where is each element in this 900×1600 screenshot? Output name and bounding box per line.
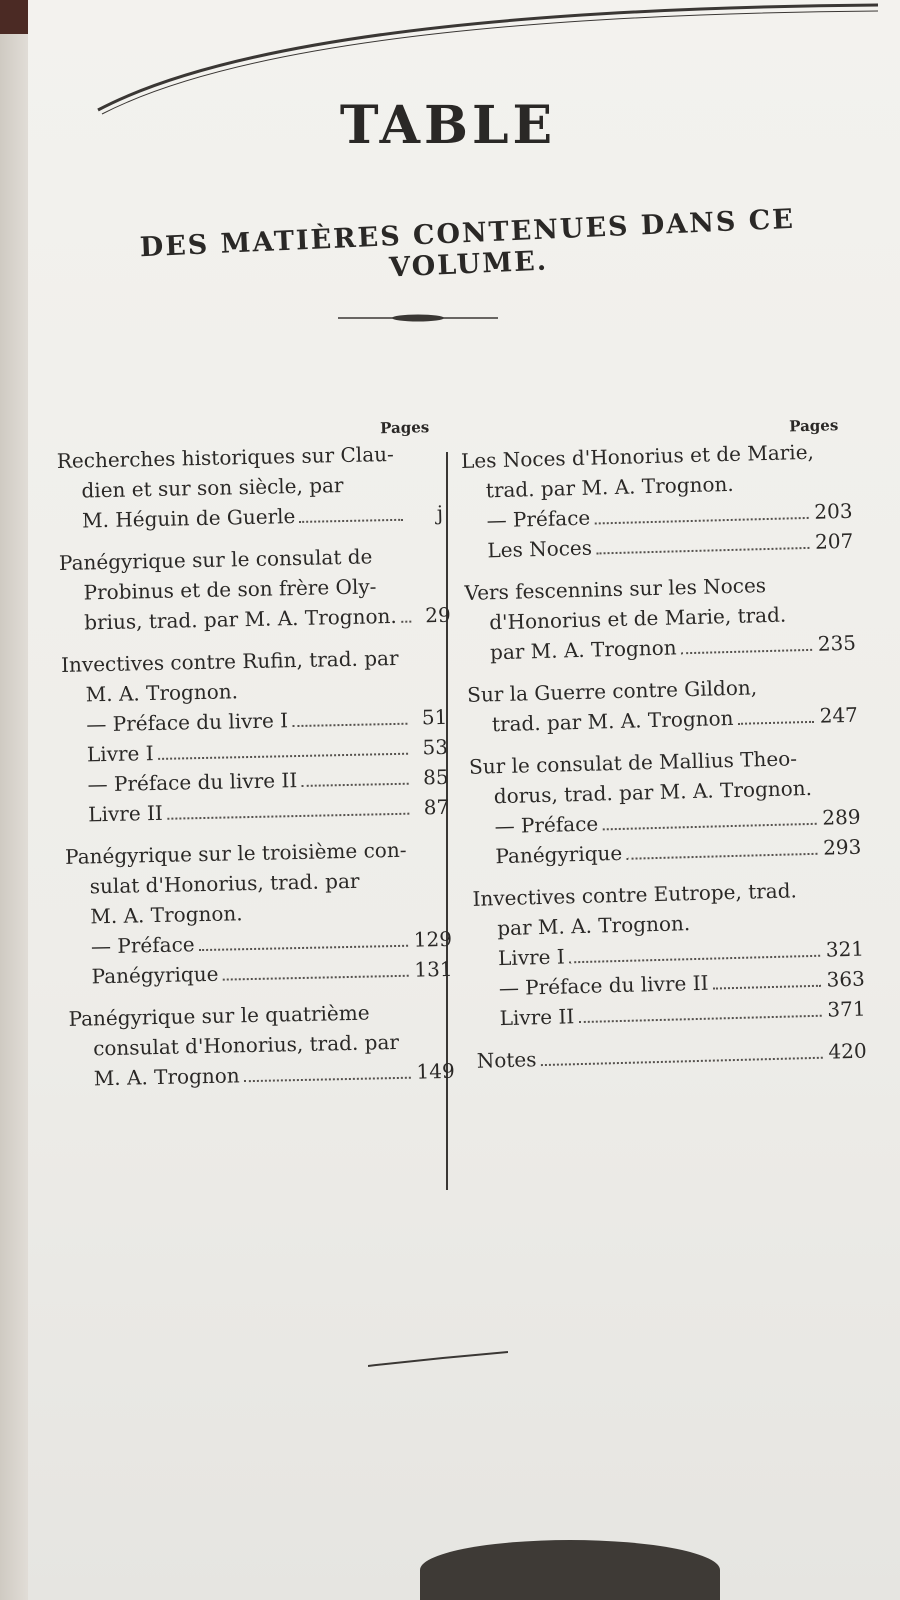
page-number: 293: [822, 834, 862, 860]
page-number: 289: [822, 804, 861, 830]
toc-entry-text: Panégyrique sur le consulat de: [58, 544, 373, 575]
toc-entry-text: dien et sur son siècle, par: [81, 472, 344, 503]
page-number: 247: [819, 702, 859, 728]
toc-entry: [57, 438, 444, 536]
toc-subentry-label: — Préface: [486, 505, 591, 533]
toc-entry: [68, 996, 455, 1094]
book-edge: [0, 0, 30, 1600]
toc-subentry-label: Panégyrique: [91, 961, 219, 989]
page-number: 53: [422, 734, 449, 760]
page-subtitle: DES MATIÈRES CONTENUES DANS CE VOLUME.: [139, 203, 796, 284]
page-shadow: [420, 1540, 720, 1600]
page-number: j: [436, 500, 444, 526]
toc-entry: [65, 834, 453, 992]
page-number: 321: [825, 936, 865, 962]
toc-entry-text: Probinus et de son frère Oly-: [83, 574, 377, 605]
toc-entry-text: trad. par M. A. Trognon.: [485, 471, 735, 503]
dot-leader: [299, 519, 403, 523]
toc-entry-text: Vers fescennins sur les Noces: [464, 573, 767, 605]
toc-subentry-label: Livre II: [499, 1004, 575, 1031]
toc-entry-text: dorus, trad. par M. A. Trognon.: [493, 775, 813, 809]
toc-entry-text: Les Noces d'Honorius et de Marie,: [460, 439, 815, 473]
toc-right-column: [460, 410, 867, 1088]
toc-entry: [469, 742, 862, 872]
page-number: 207: [814, 528, 854, 554]
toc-entry-text: par M. A. Trognon.: [497, 911, 691, 941]
toc-subentry-label: Les Noces: [487, 535, 593, 563]
page-number: 85: [422, 764, 449, 790]
dot-leader: [167, 813, 409, 820]
toc-entry-text: Recherches historiques sur Clau-: [56, 441, 394, 473]
dot-leader: [199, 945, 408, 951]
toc-subentry-label: — Préface: [90, 932, 195, 959]
toc-entry-text: consulat d'Honorius, trad. par: [92, 1029, 400, 1061]
dot-leader: [713, 985, 821, 990]
dot-leader: [578, 1015, 821, 1023]
toc-left-column: [56, 412, 455, 1106]
toc-entry-text: Panégyrique sur le quatrième: [68, 1000, 370, 1031]
dot-leader: [569, 955, 820, 964]
dot-leader: [158, 753, 408, 760]
page-number: 363: [826, 966, 866, 992]
dot-leader: [594, 517, 808, 525]
dot-leader: [541, 1057, 823, 1066]
toc-entry: [476, 1036, 867, 1076]
toc-subentry-label: — Préface du livre II: [498, 970, 709, 1001]
toc-entry-text: M. A. Trognon.: [90, 901, 243, 929]
toc-entry: [467, 670, 858, 740]
toc-entry-text: M. A. Trognon: [93, 1063, 240, 1091]
toc-entry: [464, 568, 856, 668]
toc-entry-text: Notes: [476, 1047, 537, 1073]
page-number: 235: [817, 630, 857, 656]
dot-leader: [244, 1077, 411, 1082]
toc-entry-text: d'Honorius et de Marie, trad.: [488, 602, 787, 635]
toc-subentry-label: Livre I: [86, 741, 154, 767]
toc-subentry-label: Panégyrique: [495, 840, 623, 869]
toc-subentry-label: Livre II: [88, 800, 164, 827]
dot-leader: [223, 975, 409, 981]
page-number: 87: [423, 794, 450, 820]
toc-entry: [472, 874, 866, 1034]
ornament-divider: [338, 310, 498, 326]
page-title: TABLE: [339, 95, 557, 156]
dot-leader: [596, 547, 809, 555]
page-number: 51: [421, 704, 448, 730]
toc-entry: [461, 436, 854, 566]
toc-entry: [61, 642, 450, 830]
page-number: 203: [814, 498, 853, 524]
toc-entry-text: sulat d'Honorius, trad. par: [89, 868, 360, 899]
toc-entry: [58, 540, 451, 638]
toc-entry-text: Panégyrique sur le troisième con-: [64, 837, 407, 869]
page-number: 371: [827, 996, 866, 1022]
toc-entry-text: M. A. Trognon.: [85, 679, 239, 707]
dot-leader: [681, 649, 812, 654]
toc-entry-text: par M. A. Trognon: [489, 635, 677, 665]
toc-entry-text: M. Héguin de Guerle: [81, 504, 296, 533]
page-number: 131: [414, 956, 453, 982]
toc-subentry-label: — Préface du livre I: [86, 708, 289, 737]
dot-leader: [292, 723, 407, 727]
dot-leader: [401, 621, 411, 623]
toc-entry-text: Sur la Guerre contre Gildon,: [466, 675, 758, 707]
toc-subentry-label: — Préface du livre II: [87, 768, 298, 797]
toc-subentry-label: Livre I: [497, 944, 566, 971]
page-number: 129: [413, 926, 453, 952]
dot-leader: [738, 721, 814, 725]
page-number: 420: [828, 1038, 867, 1064]
toc-entry-text: trad. par M. A. Trognon: [491, 705, 734, 737]
pages-label-left: Pages: [379, 418, 430, 438]
dot-leader: [301, 783, 408, 787]
page-number: 29: [425, 602, 451, 628]
toc-subentry-label: — Préface: [494, 811, 599, 839]
pages-label-right: Pages: [788, 416, 839, 436]
dot-leader: [602, 823, 816, 831]
toc-entry-text: Invectives contre Eutrope, trad.: [472, 878, 798, 911]
toc-entry-text: brius, trad. par M. A. Trognon.: [83, 603, 397, 635]
toc-entry-text: Sur le consulat de Mallius Theo-: [468, 746, 798, 779]
book-page: [28, 0, 900, 1600]
dot-leader: [626, 853, 817, 860]
toc-entry-text: Invectives contre Rufin, trad. par: [60, 645, 399, 677]
page-number: 149: [416, 1058, 455, 1084]
bottom-ornament: [368, 1350, 508, 1370]
